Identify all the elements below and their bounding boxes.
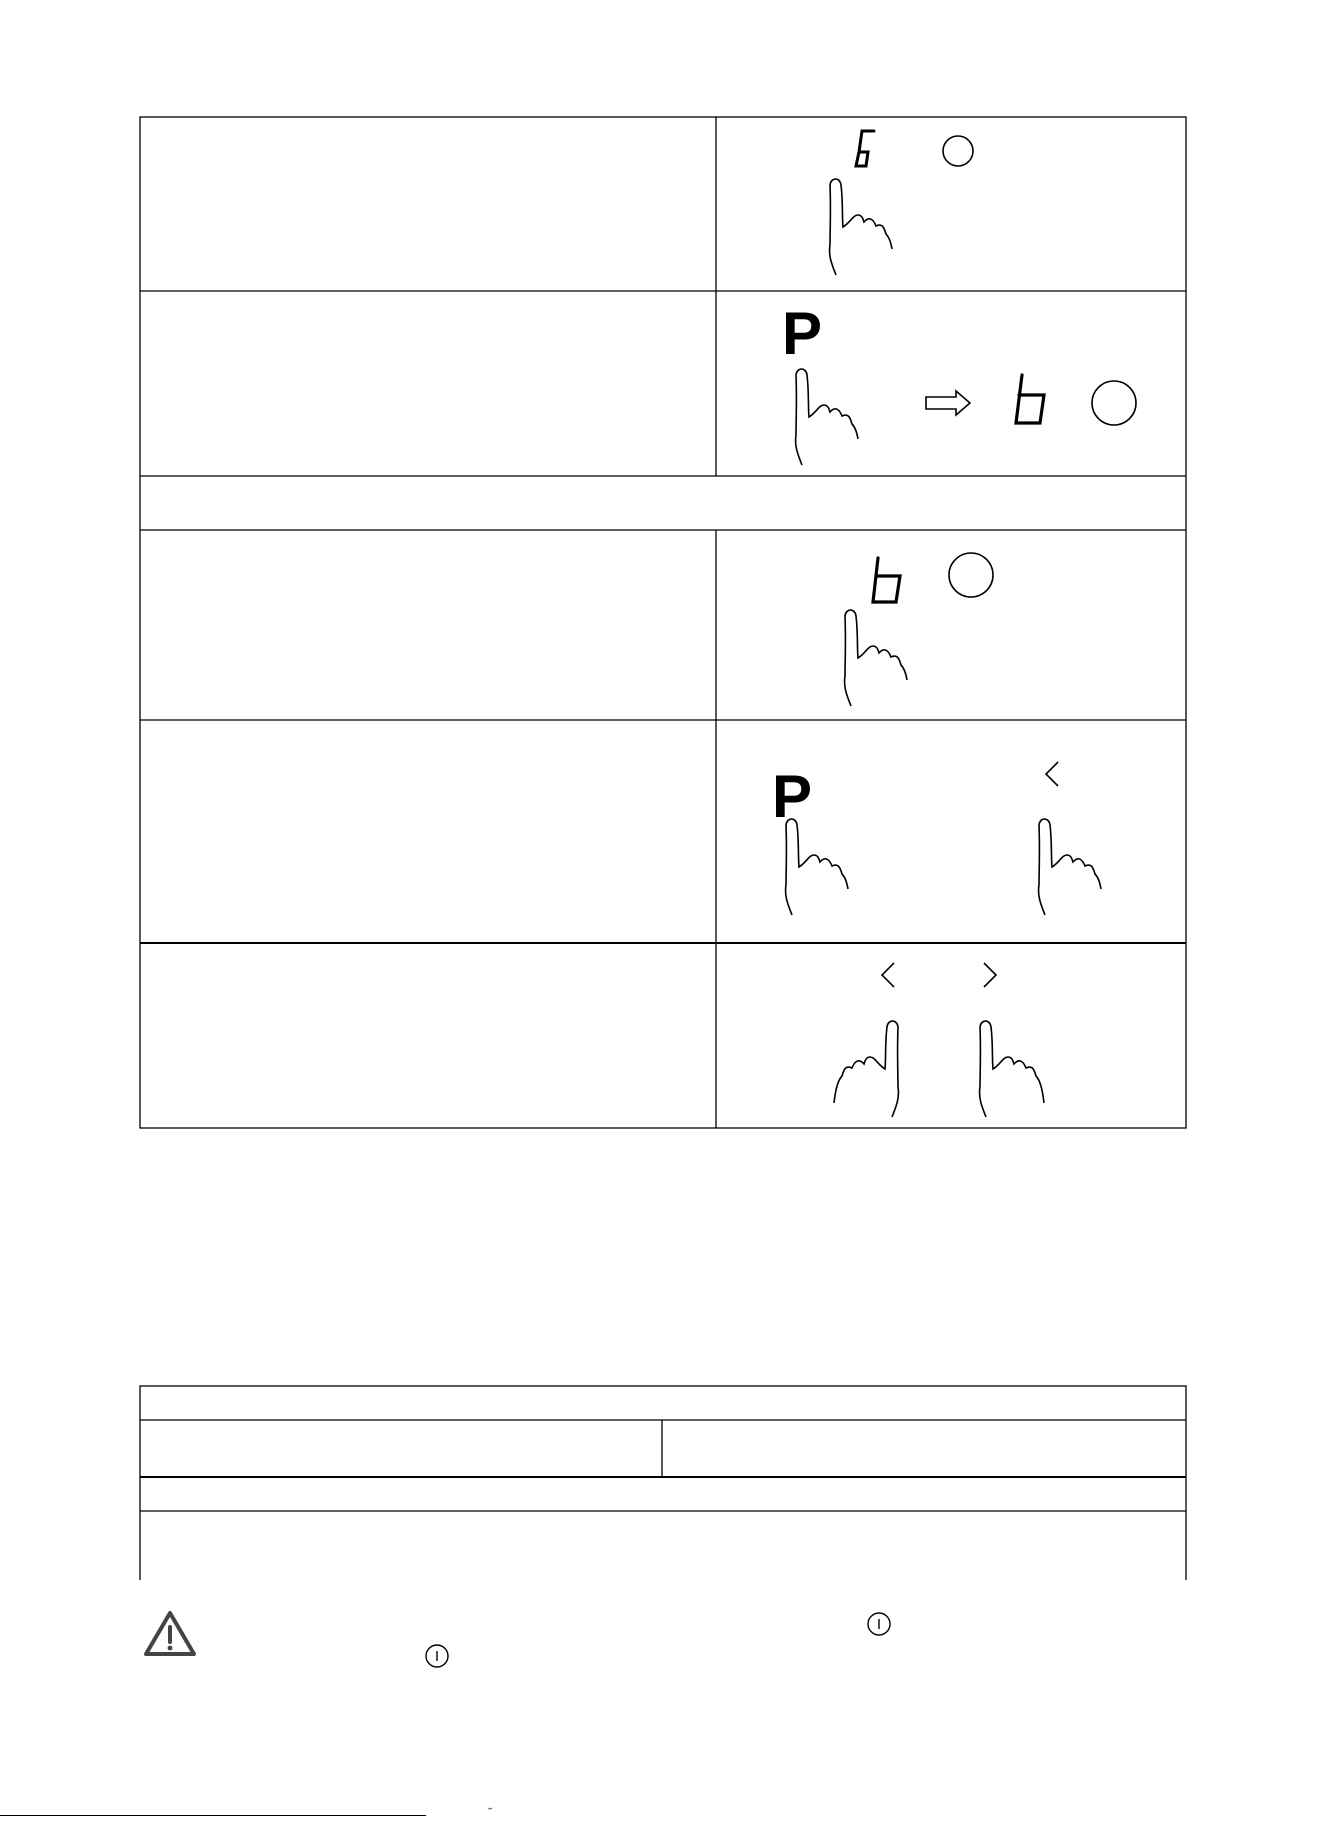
right-arrow-icon [926, 391, 970, 415]
plus-key-icon [984, 963, 996, 987]
footnote-rule [0, 1815, 426, 1816]
seven-segment-digit [873, 558, 900, 602]
pointing-finger-icon [786, 819, 848, 915]
figure-row-4 [716, 530, 1186, 720]
power-symbol-icon [866, 1611, 892, 1637]
figure-row-5 [716, 720, 1186, 943]
p-key-label: P [772, 763, 813, 830]
pointing-finger-icon [796, 369, 858, 465]
footnote-mark: ˝ [488, 1807, 492, 1819]
p-key-label: P [782, 300, 823, 367]
minus-key-icon [882, 963, 894, 987]
lower-table [0, 1370, 1324, 1580]
power-key-circle [1092, 381, 1136, 425]
pointing-finger-icon [845, 610, 907, 706]
pointing-finger-icon [980, 1021, 1044, 1117]
minus-key-icon [1046, 762, 1058, 786]
figure-row-6 [716, 943, 1186, 1128]
seven-segment-digit [856, 131, 874, 166]
pointing-finger-icon [1039, 819, 1101, 915]
figure-row-2 [716, 291, 1186, 476]
power-key-circle [949, 553, 993, 597]
figure-row-1 [716, 117, 1186, 291]
seven-segment-digit [1016, 375, 1044, 423]
warning-triangle-icon [142, 1608, 198, 1660]
pointing-finger-icon [830, 179, 892, 275]
power-key-circle [943, 136, 973, 166]
pointing-finger-icon [834, 1021, 898, 1117]
power-symbol-icon [424, 1643, 450, 1669]
